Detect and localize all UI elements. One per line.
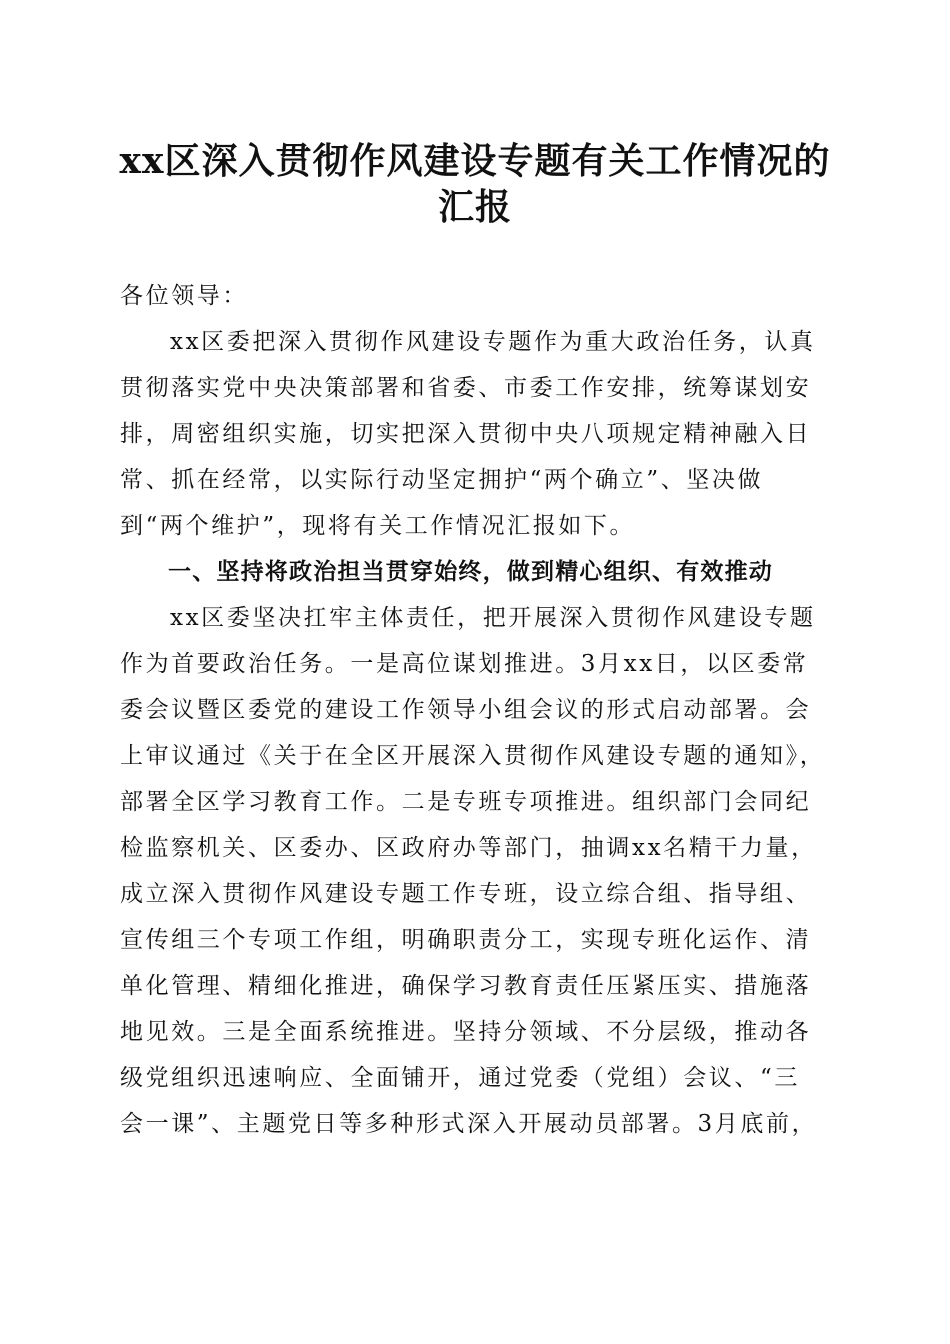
document-title xyxy=(100,138,850,230)
paragraph-line: xx区委坚决扛牢主体责任，把开展深入贯彻作风建设专题 xyxy=(170,605,816,631)
title-line: xx区深入贯彻作风建设专题有关工作情况的 xyxy=(119,140,831,182)
paragraph-line: 上审议通过《关于在全区开展深入贯彻作风建设专题的通知》， xyxy=(120,743,826,769)
paragraph-line: 级党组织迅速响应、全面铺开，通过党委（党组）会议、“三 xyxy=(120,1065,800,1091)
paragraph-line: 作为首要政治任务。一是高位谋划推进。3月xx日，以区委常 xyxy=(120,651,809,677)
paragraph-line: 宣传组三个专项工作组，明确职责分工，实现专班化运作、清 xyxy=(120,927,812,953)
paragraph-line: 贯彻落实党中央决策部署和省委、市委工作安排，统筹谋划安 xyxy=(120,375,812,401)
paragraph-line: 排，周密组织实施，切实把深入贯彻中央八项规定精神融入日 xyxy=(120,421,812,447)
paragraph-line: 到“两个维护”，现将有关工作情况汇报如下。 xyxy=(120,513,636,539)
paragraph-line: 会一课”、主题党日等多种形式深入开展动员部署。3月底前， xyxy=(120,1111,818,1137)
paragraph-line: xx区委把深入贯彻作风建设专题作为重大政治任务，认真 xyxy=(170,329,816,355)
paragraph-line: 部署全区学习教育工作。二是专班专项推进。组织部门会同纪 xyxy=(120,789,812,815)
paragraph-line: 单化管理、精细化推进，确保学习教育责任压紧压实、措施落 xyxy=(120,973,812,999)
document-body xyxy=(120,273,830,1147)
paragraph-line: 委会议暨区委党的建设工作领导小组会议的形式启动部署。会 xyxy=(120,697,812,723)
paragraph-line: 地见效。三是全面系统推进。坚持分领域、不分层级，推动各 xyxy=(120,1019,812,1045)
title-line: 汇报 xyxy=(437,186,512,228)
salutation: 各位领导： xyxy=(120,283,248,309)
section-heading: 一、坚持将政治担当贯穿始终，做到精心组织、有效推动 xyxy=(168,559,773,585)
paragraph-line: 检监察机关、区委办、区政府办等部门，抽调xx名精干力量， xyxy=(120,835,817,861)
paragraph-line: 常、抓在经常，以实际行动坚定拥护“两个确立”、坚决做 xyxy=(120,467,764,493)
paragraph-line: 成立深入贯彻作风建设专题工作专班，设立综合组、指导组、 xyxy=(120,881,812,907)
